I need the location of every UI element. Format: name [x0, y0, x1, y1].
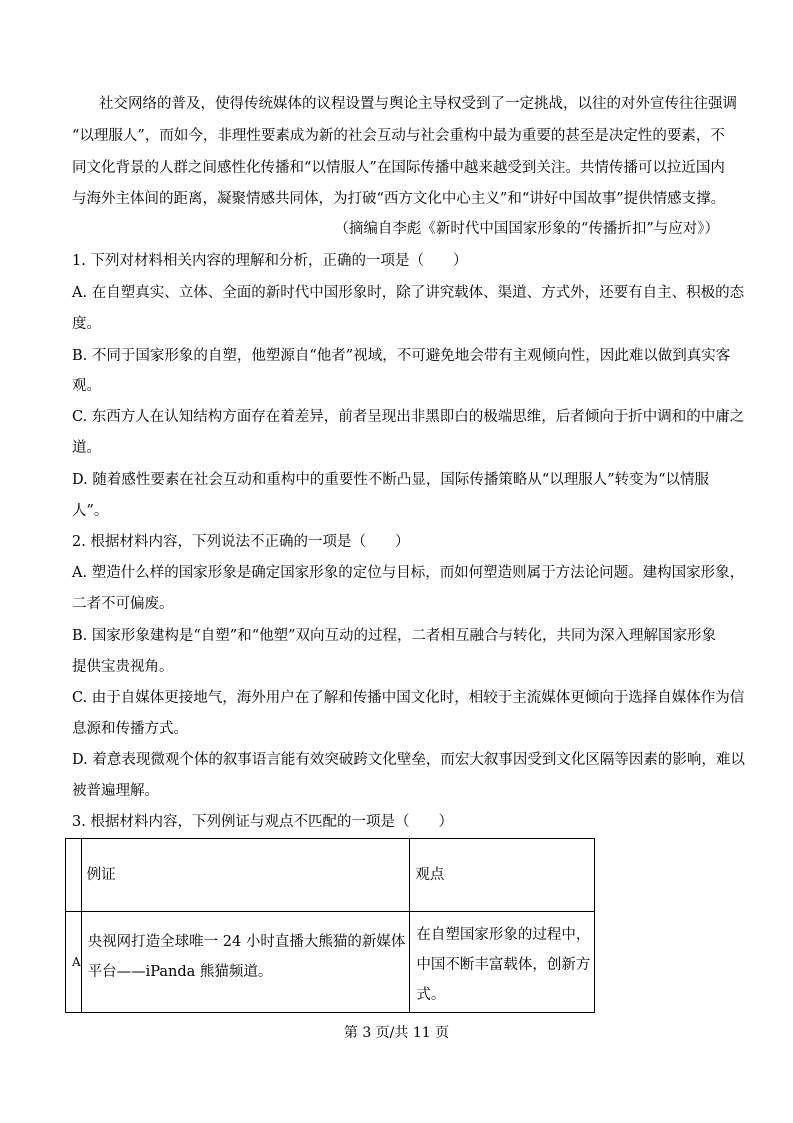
- option-line: C. 东西方人在认知结构方面存在着差异，前者呈现出非黑即白的极端思维，后者倾向于折中调和的中庸之: [72, 409, 745, 425]
- option-line: 观。: [72, 378, 101, 394]
- page-footer: 第 3 页/共 11 页: [343, 1025, 450, 1041]
- option-line: 道。: [72, 440, 101, 456]
- question-stem: 1. 下列对材料相关内容的理解和分析，正确的一项是（ ）: [72, 253, 468, 269]
- option-line: 提供宝贵视角。: [72, 659, 174, 675]
- viewpoint-line: 式。: [416, 987, 446, 1003]
- viewpoint-cell: [410, 912, 595, 1013]
- viewpoint-line: 中国不断丰富载体，创新方: [416, 957, 591, 973]
- passage-line: 同文化背景的人群之间感性化传播和“以情服人”在国际传播中越来越受到关注。共情传播可以拉近国内: [72, 160, 725, 176]
- option-line: 息源和传播方式。: [72, 721, 188, 737]
- example-line: 央视网打造全球唯一 24 小时直播大熊猫的新媒体: [87, 934, 406, 950]
- option-line: 人”。: [72, 503, 109, 519]
- header-viewpoint: 观点: [415, 867, 445, 883]
- option-line: A. 塑造什么样的国家形象是确定国家形象的定位与目标，而如何塑造则属于方法论问题。建构国家形象，: [72, 565, 745, 581]
- option-line: 二者不可偏废。: [72, 596, 174, 612]
- table-row: [66, 912, 595, 1013]
- table-header-cell: [410, 839, 595, 912]
- example-cell: [81, 912, 410, 1013]
- passage-source: （摘编自李彪《新时代中国国家形象的“传播折扣”与应对》）: [334, 221, 719, 237]
- passage-line: 与海外主体间的距离，凝聚情感共同体，为打破“西方文化中心主义”和“讲好中国故事”提供情感支撑。: [72, 191, 726, 207]
- table-header-cell: [66, 839, 82, 912]
- table-header-row: [66, 839, 595, 912]
- option-line: 被普遍理解。: [72, 783, 159, 799]
- example-viewpoint-table: [65, 838, 595, 1013]
- row-label: A: [66, 912, 82, 1013]
- question-stem: 3. 根据材料内容，下列例证与观点不匹配的一项是（ ）: [72, 814, 453, 830]
- option-line: C. 由于自媒体更接地气，海外用户在了解和传播中国文化时，相较于主流媒体更倾向于选择自媒体作为信: [72, 690, 745, 706]
- header-example: 例证: [86, 867, 116, 883]
- option-line: B. 不同于国家形象的自塑，他塑源自“他者”视域，不可避免地会带有主观倾向性，因此难以做到真实客: [72, 348, 731, 364]
- option-line: A. 在自塑真实、立体、全面的新时代中国形象时，除了讲究载体、渠道、方式外，还要有自主、积极的态: [72, 285, 745, 301]
- passage-line: “以理服人”，而如今，非理性要素成为新的社会互动与社会重构中最为重要的甚至是决定性的要素，不: [72, 128, 725, 144]
- option-line: D. 着意表现微观个体的叙事语言能有效突破跨文化壁垒，而宏大叙事因受到文化区隔等因素的影响，难以: [72, 752, 745, 768]
- option-line: D. 随着感性要素在社会互动和重构中的重要性不断凸显，国际传播策略从“以理服人”转变为“以情服: [72, 472, 710, 488]
- viewpoint-line: 在自塑国家形象的过程中，: [416, 927, 591, 943]
- question-stem: 2. 根据材料内容，下列说法不正确的一项是（ ）: [72, 534, 410, 550]
- option-line: 度。: [72, 316, 101, 332]
- passage-line: 社交网络的普及，使得传统媒体的议程设置与舆论主导权受到了一定挑战，以往的对外宣传往往强调: [99, 96, 737, 112]
- option-line: B. 国家形象建构是“自塑”和“他塑”双向互动的过程，二者相互融合与转化，共同为深入理解国家形象: [72, 628, 717, 644]
- table-header-cell: [81, 839, 410, 912]
- example-line: 平台——iPanda 熊猫频道。: [87, 964, 273, 980]
